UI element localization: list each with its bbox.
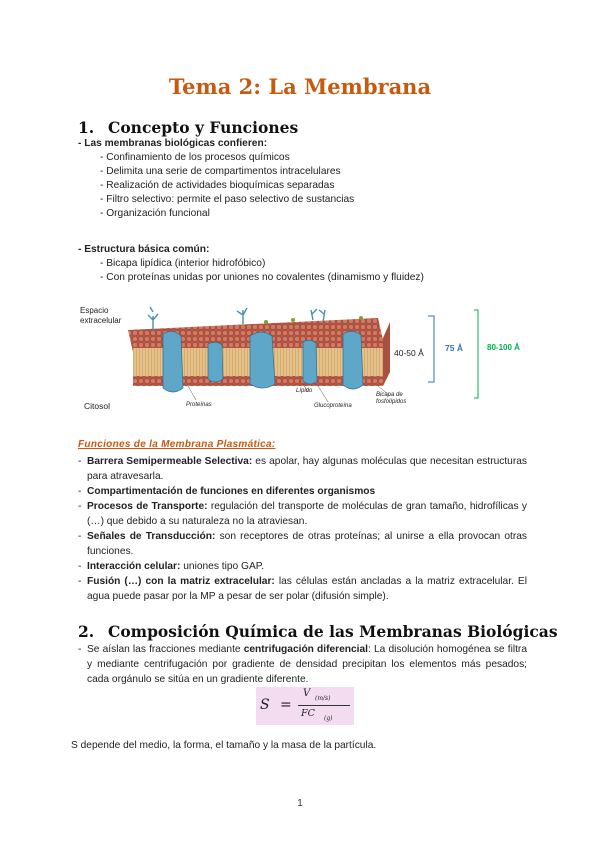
membrane-figure: [78, 300, 538, 418]
list-item: - Interacción celular: uniones tipo GAP.: [78, 561, 265, 572]
formula-box: [256, 687, 354, 725]
structure-list: [100, 257, 424, 285]
protein-shape: [250, 332, 275, 388]
label-extracellular: Espacio extracelular: [80, 306, 122, 325]
formula-denominator: FC: [301, 708, 315, 719]
list-item: - Señales de Transducción: son receptores de otras proteínas; al unirse a ella provocan otras funciones.: [78, 531, 527, 557]
closing-text: S depende del medio, la forma, el tamaño y la masa de la partícula.: [71, 740, 377, 751]
list-item: - Compartimentación de funciones en diferentes organismos: [78, 486, 376, 497]
list-item: - Con proteínas unidas por uniones no covalentes (dinamismo y fluidez): [100, 272, 424, 283]
protein-shape: [303, 340, 317, 384]
protein-shape: [343, 331, 363, 389]
protein-shape: [208, 342, 223, 382]
list-item: - Realización de actividades bioquímicas separadas: [100, 180, 335, 191]
section1-title: Concepto y Funciones: [108, 118, 299, 137]
section1-number: 1.: [78, 118, 95, 137]
page-title: Tema 2: La Membrana: [168, 74, 432, 99]
section2-title: Composición Química de las Membranas Biológicas: [108, 622, 558, 641]
list-item: - Barrera Semipermeable Selectiva: es apolar, hay algunas moléculas que necesitan estructuras para atravesarla.: [78, 456, 528, 482]
formula-equals: =: [280, 697, 292, 713]
section2-number: 2.: [78, 622, 95, 641]
label-lipid: Lípido: [296, 388, 313, 394]
functions-list: [78, 454, 527, 604]
list-item: - Delimita una serie de compartimentos intracelulares: [100, 166, 341, 177]
label-cytosol: Citosol: [84, 401, 110, 411]
section1-heading: [78, 118, 298, 137]
list-item: - Confinamiento de los procesos químicos: [100, 152, 290, 163]
formula-numerator-unit: (m/s): [315, 695, 331, 702]
formula-lhs: S: [260, 697, 270, 713]
dimension-bracket-80-100: [474, 310, 478, 398]
section2-heading: [78, 622, 558, 641]
page-number: 1: [297, 798, 303, 809]
functions-title: Funciones de la Membrana Plasmática:: [78, 439, 276, 450]
section1-list: [100, 151, 354, 221]
membrane-diagram: [78, 300, 538, 418]
structure-intro: - Estructura básica común:: [78, 244, 210, 255]
formula-fraction-bar: [298, 705, 350, 706]
formula-numerator: V: [303, 688, 311, 699]
label-glycoprotein: Glucoproteína: [314, 403, 352, 409]
list-item: - Organización funcional: [100, 208, 210, 219]
list-item: - Filtro selectivo: permite el paso selectivo de sustancias: [100, 194, 355, 205]
membrane-side: [383, 322, 390, 386]
dim-outer-label: 80-100 Å: [487, 343, 520, 352]
protein-shape: [163, 331, 183, 392]
label-bilayer: Bicapa de fosfolípidos: [376, 392, 407, 405]
section1-intro: - Las membranas biológicas confieren:: [78, 138, 268, 149]
list-item: - Procesos de Transporte: regulación del transporte de moléculas de gran tamaño, hidrofílicas y (…) que debido a su naturaleza no la atraviesan.: [78, 501, 527, 527]
dim-middle-label: 75 Å: [445, 343, 463, 353]
dimension-bracket-75: [428, 316, 434, 382]
list-item: - Bicapa lipídica (interior hidrofóbico): [100, 258, 266, 269]
list-item: - Fusión (…) con la matriz extracelular: las células están ancladas a la matriz extracelular. El agua puede pasar por la MP a pesar de ser polar (difusión simple).: [78, 576, 527, 602]
section2-paragraph: - Se aíslan las fracciones mediante centrifugación diferencial: La disolución homogénea se filtra y mediante centrifugación por gradiente de densidad precipitan los elementos más pesados; cada orgánulo se sitúa en un gradiente diferente.: [78, 644, 527, 685]
dim-inner-label: 40-50 Å: [394, 348, 424, 358]
label-proteins: Proteínas: [186, 402, 212, 408]
formula-denominator-unit: (g): [324, 715, 333, 722]
